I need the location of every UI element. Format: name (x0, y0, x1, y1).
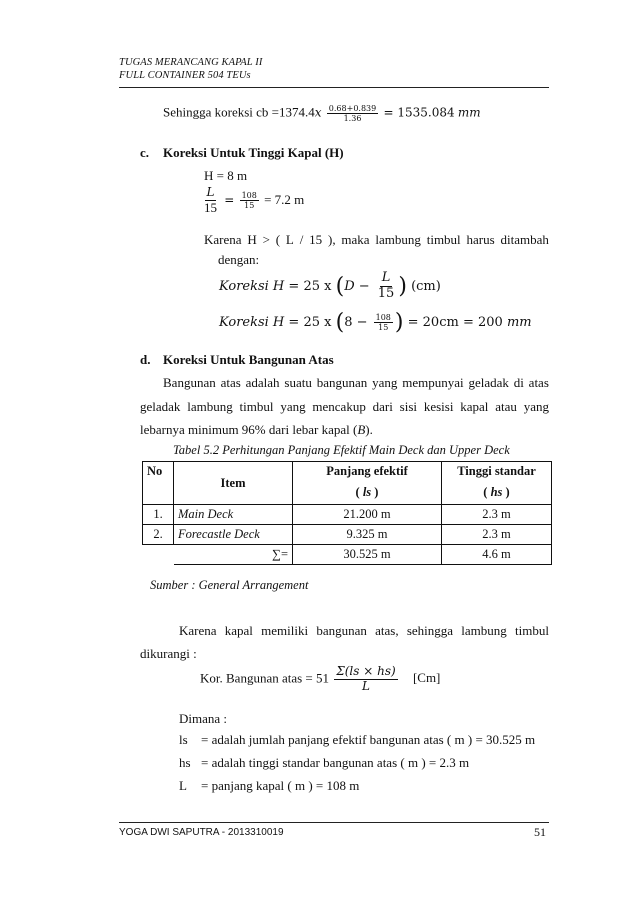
formula2-unit: mm (506, 315, 532, 330)
word: adalah (245, 375, 280, 390)
word: kesisi (423, 399, 454, 414)
section-c-title: Koreksi Untuk Tinggi Kapal (H) (163, 145, 344, 160)
section-d-title: Koreksi Untuk Bangunan Atas (163, 352, 334, 367)
row-ls: 9.325 m (293, 525, 442, 545)
formula1-unit: (cm) (411, 278, 441, 294)
section-d-label: d. (140, 352, 151, 367)
conclusion-line-1 (179, 623, 549, 639)
word: kapal (460, 399, 489, 414)
para-line-3-a: lebarnya minimum 96% dari lebar kapal ( (140, 422, 358, 437)
formula2-result: = 20cm = 200 (407, 315, 503, 330)
frac1-denominator: 15 (204, 199, 217, 215)
row-ls: 21.200 m (293, 505, 442, 525)
word: timbul (239, 399, 274, 414)
header-hs (442, 462, 552, 505)
formula1-numerator: L (381, 270, 391, 285)
def-text: = adalah tinggi standar bangunan atas ( m ) = 2.3 m (201, 755, 470, 770)
word: ( (275, 232, 281, 247)
cb-var: x (314, 105, 322, 120)
formula1-denominator: 15 (377, 285, 395, 301)
header-title-line1: TUGAS MERANCANG KAPAL II (119, 57, 263, 68)
cb-result: = 1535.084 (383, 105, 455, 120)
word: suatu (284, 375, 312, 390)
kor-formula (200, 665, 440, 694)
word: H (247, 232, 257, 247)
word: geladak (140, 399, 181, 414)
header-hs-sym: hs (490, 485, 503, 499)
word: kapal (224, 623, 253, 638)
word: / (299, 232, 304, 247)
def-row (179, 778, 359, 794)
formula2-open-paren: ( (335, 310, 345, 335)
kor-lead: Kor. Bangunan atas = 51 (200, 670, 330, 686)
word: atas, (375, 623, 399, 638)
formula2-numerator: 108 (375, 312, 391, 322)
word: lambung (375, 232, 421, 247)
formula2-lhs: Koreksi H (219, 315, 285, 330)
footer-rule (119, 822, 549, 823)
word: atas (220, 375, 241, 390)
frac-eq: = (224, 192, 235, 207)
word: bangunan (316, 375, 368, 390)
108-over-15-fraction (240, 191, 259, 210)
formula2-denominator: 15 (378, 323, 389, 332)
header-item: Item (174, 462, 293, 505)
header-hs-close: ) (502, 485, 510, 499)
row-hs: 2.3 m (442, 525, 552, 545)
row-item: Main Deck (174, 505, 293, 525)
formula-1 (219, 271, 441, 302)
def-row (179, 755, 469, 771)
formula1-lhs: Koreksi H (219, 278, 285, 294)
cb-numerator: 0.68+0.839 (328, 104, 377, 113)
header-rule (119, 87, 549, 88)
conclusion-line-2: dikurangi : (140, 646, 197, 661)
word: L (285, 232, 294, 247)
formula-2 (219, 310, 532, 335)
word: bangunan (316, 623, 367, 638)
cb-unit: mm (457, 105, 481, 120)
cb-fraction (327, 104, 378, 123)
para-line-3-b: B (357, 422, 366, 437)
word: ditambah (500, 232, 549, 247)
formula2-fraction (374, 313, 393, 332)
def-symbol: hs (179, 755, 191, 770)
l-over-15-fraction (202, 186, 219, 216)
word: harus (466, 232, 495, 247)
header-no: No (143, 462, 174, 505)
sum-hs: 4.6 m (442, 545, 552, 565)
formula1-mid: = 25 x (288, 278, 332, 294)
word: mempunyai (402, 375, 464, 390)
table-header-row (143, 462, 552, 505)
word: geladak (468, 375, 509, 390)
word: sehingga (406, 623, 454, 638)
frac2-denominator: 15 (244, 201, 255, 211)
word: mencakup (312, 399, 366, 414)
table-row (143, 525, 552, 545)
word: Karena (179, 623, 217, 638)
word: 15 (309, 232, 323, 247)
def-row (179, 732, 535, 748)
word: maka (341, 232, 370, 247)
kor-denominator: L (361, 678, 370, 693)
table-caption: Tabel 5.2 Perhitungan Panjang Efektif Main Deck dan Upper Deck (173, 443, 510, 457)
frac1-numerator: L (206, 185, 215, 199)
word: lambung (461, 623, 507, 638)
formula2-d: 8 − (344, 315, 368, 330)
table-row (143, 505, 552, 525)
table-sum-row (143, 545, 552, 565)
header-ls-sym: ls (362, 485, 372, 499)
word: dari (372, 399, 393, 414)
header-ls-open: ( (355, 485, 363, 499)
word: Bangunan (163, 375, 216, 390)
dengan-text: dengan: (218, 252, 260, 267)
formula2-mid: = 25 x (288, 315, 332, 330)
kor-unit: [Cm] (412, 670, 441, 686)
word: yang (523, 399, 549, 414)
karena-line (204, 232, 549, 248)
kor-fraction (334, 665, 397, 694)
para-line-2 (140, 399, 549, 415)
formula1-open-paren: ( (335, 273, 345, 299)
cb-lead: Sehingga koreksi cb =1374.4 (163, 104, 315, 120)
section-c-label: c. (140, 145, 150, 160)
word: atas (528, 375, 549, 390)
word: yang (372, 375, 398, 390)
word: atau (495, 399, 517, 414)
formula1-fraction (376, 271, 397, 302)
header-ls-line2 (297, 485, 437, 500)
word: di (513, 375, 524, 390)
frac2-numerator: 108 (241, 191, 257, 201)
def-symbol: L (179, 778, 187, 793)
word: sisi (399, 399, 418, 414)
sum-label: ∑= (174, 545, 293, 565)
header-ls-close: ) (371, 485, 379, 499)
cb-correction-line (163, 104, 481, 123)
word: ), (327, 232, 336, 247)
def-symbol: ls (179, 732, 188, 747)
word: lambung (187, 399, 233, 414)
row-no: 2. (143, 525, 174, 545)
sum-blank (143, 545, 174, 565)
header-hs-line1: Tinggi standar (457, 464, 536, 478)
footer-author: YOGA DWI SAPUTRA - 2013310019 (119, 827, 284, 838)
word: timbul (515, 623, 549, 638)
formula1-d: D − (344, 278, 370, 294)
para-line-3-c: ). (365, 422, 373, 437)
word: timbul (426, 232, 461, 247)
dimana-label: Dimana : (179, 711, 228, 726)
cb-denominator: 1.36 (343, 114, 362, 124)
header-hs-line2 (446, 485, 547, 500)
formula1-close-paren: ) (398, 273, 407, 299)
l-over-15-line (200, 186, 304, 216)
sum-ls: 30.525 m (293, 545, 442, 565)
header-ls (293, 462, 442, 505)
word: yang (280, 399, 306, 414)
row-hs: 2.3 m (442, 505, 552, 525)
word: > (262, 232, 270, 247)
para-line-1 (163, 375, 549, 391)
word: memiliki (261, 623, 309, 638)
table-source: Sumber : General Arrangement (150, 578, 309, 592)
def-text: = adalah jumlah panjang efektif bangunan atas ( m ) = 30.525 m (201, 732, 536, 747)
header-ls-line1: Panjang efektif (326, 464, 408, 478)
effective-length-table (142, 461, 552, 565)
header-hs-open: ( (483, 485, 491, 499)
header-title-line2: FULL CONTAINER 504 TEUs (119, 70, 251, 81)
h-value: H = 8 m (204, 168, 248, 183)
formula2-close-paren: ) (394, 310, 404, 335)
word: Karena (204, 232, 242, 247)
row-item: Forecastle Deck (174, 525, 293, 545)
frac-result: = 7.2 m (264, 191, 305, 207)
kor-numerator: Σ(ls × hs) (336, 664, 396, 678)
row-no: 1. (143, 505, 174, 525)
page-number: 51 (534, 825, 546, 839)
para-line-3 (140, 422, 373, 438)
def-text: = panjang kapal ( m ) = 108 m (201, 778, 360, 793)
